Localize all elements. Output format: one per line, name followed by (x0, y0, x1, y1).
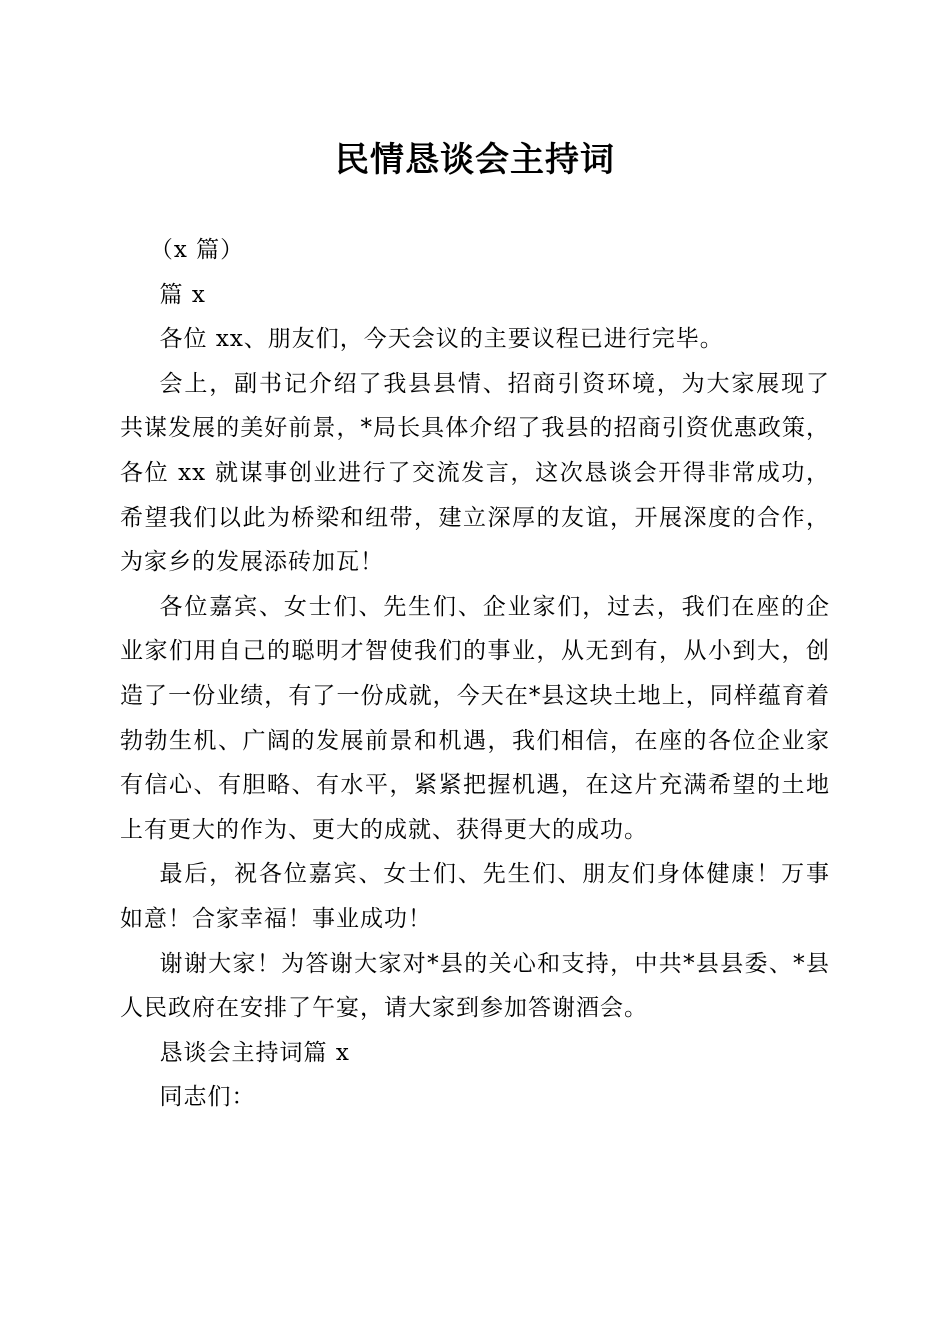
paragraph-thanks: 谢谢大家！为答谢大家对*县的关心和支持，中共*县县委、*县人民政府在安排了午宴，请大家到参加答谢酒会。 (120, 950, 830, 1022)
document-title: 民情恳谈会主持词 (335, 140, 615, 180)
paragraph-wishes: 最后，祝各位嘉宾、女士们、先生们、朋友们身体健康！万事如意！合家幸福！事业成功！ (120, 861, 830, 932)
paragraph-meeting-summary: 会上，副书记介绍了我县县情、招商引资环境，为大家展现了共谋发展的美好前景，*局长具体介绍了我县的招商引资优惠政策，各位 xx 就谋事创业进行了交流发言，这次恳谈会开得非常成功，希望我们以此为桥梁和纽带，建立深厚的友谊，开展深度的合作，为家乡的发展添砖加瓦！ (120, 370, 830, 576)
document-body (120, 228, 830, 1120)
paragraph-section-heading-2: 恳谈会主持词篇 x (159, 1039, 350, 1066)
paragraph-count-note: （x 篇） (149, 237, 245, 263)
paragraph-salutation: 同志们： (159, 1084, 256, 1111)
paragraph-entrepreneurs: 各位嘉宾、女士们、先生们、企业家们，过去，我们在座的企业家们用自己的聪明才智使我们的事业，从无到有，从小到大，创造了一份业绩，有了一份成就，今天在*县这块土地上，同样蕴育着勃勃生机、广阔的发展前景和机遇，我们相信，在座的各位企业家有信心、有胆略、有水平，紧紧把握机遇，在这片充满希望的土地上有更大的作为、更大的成就、获得更大的成功。 (120, 593, 830, 843)
paragraph-section-heading-1: 篇 x (159, 281, 206, 308)
paragraph-opening: 各位 xx、朋友们，今天会议的主要议程已进行完毕。 (159, 326, 724, 353)
